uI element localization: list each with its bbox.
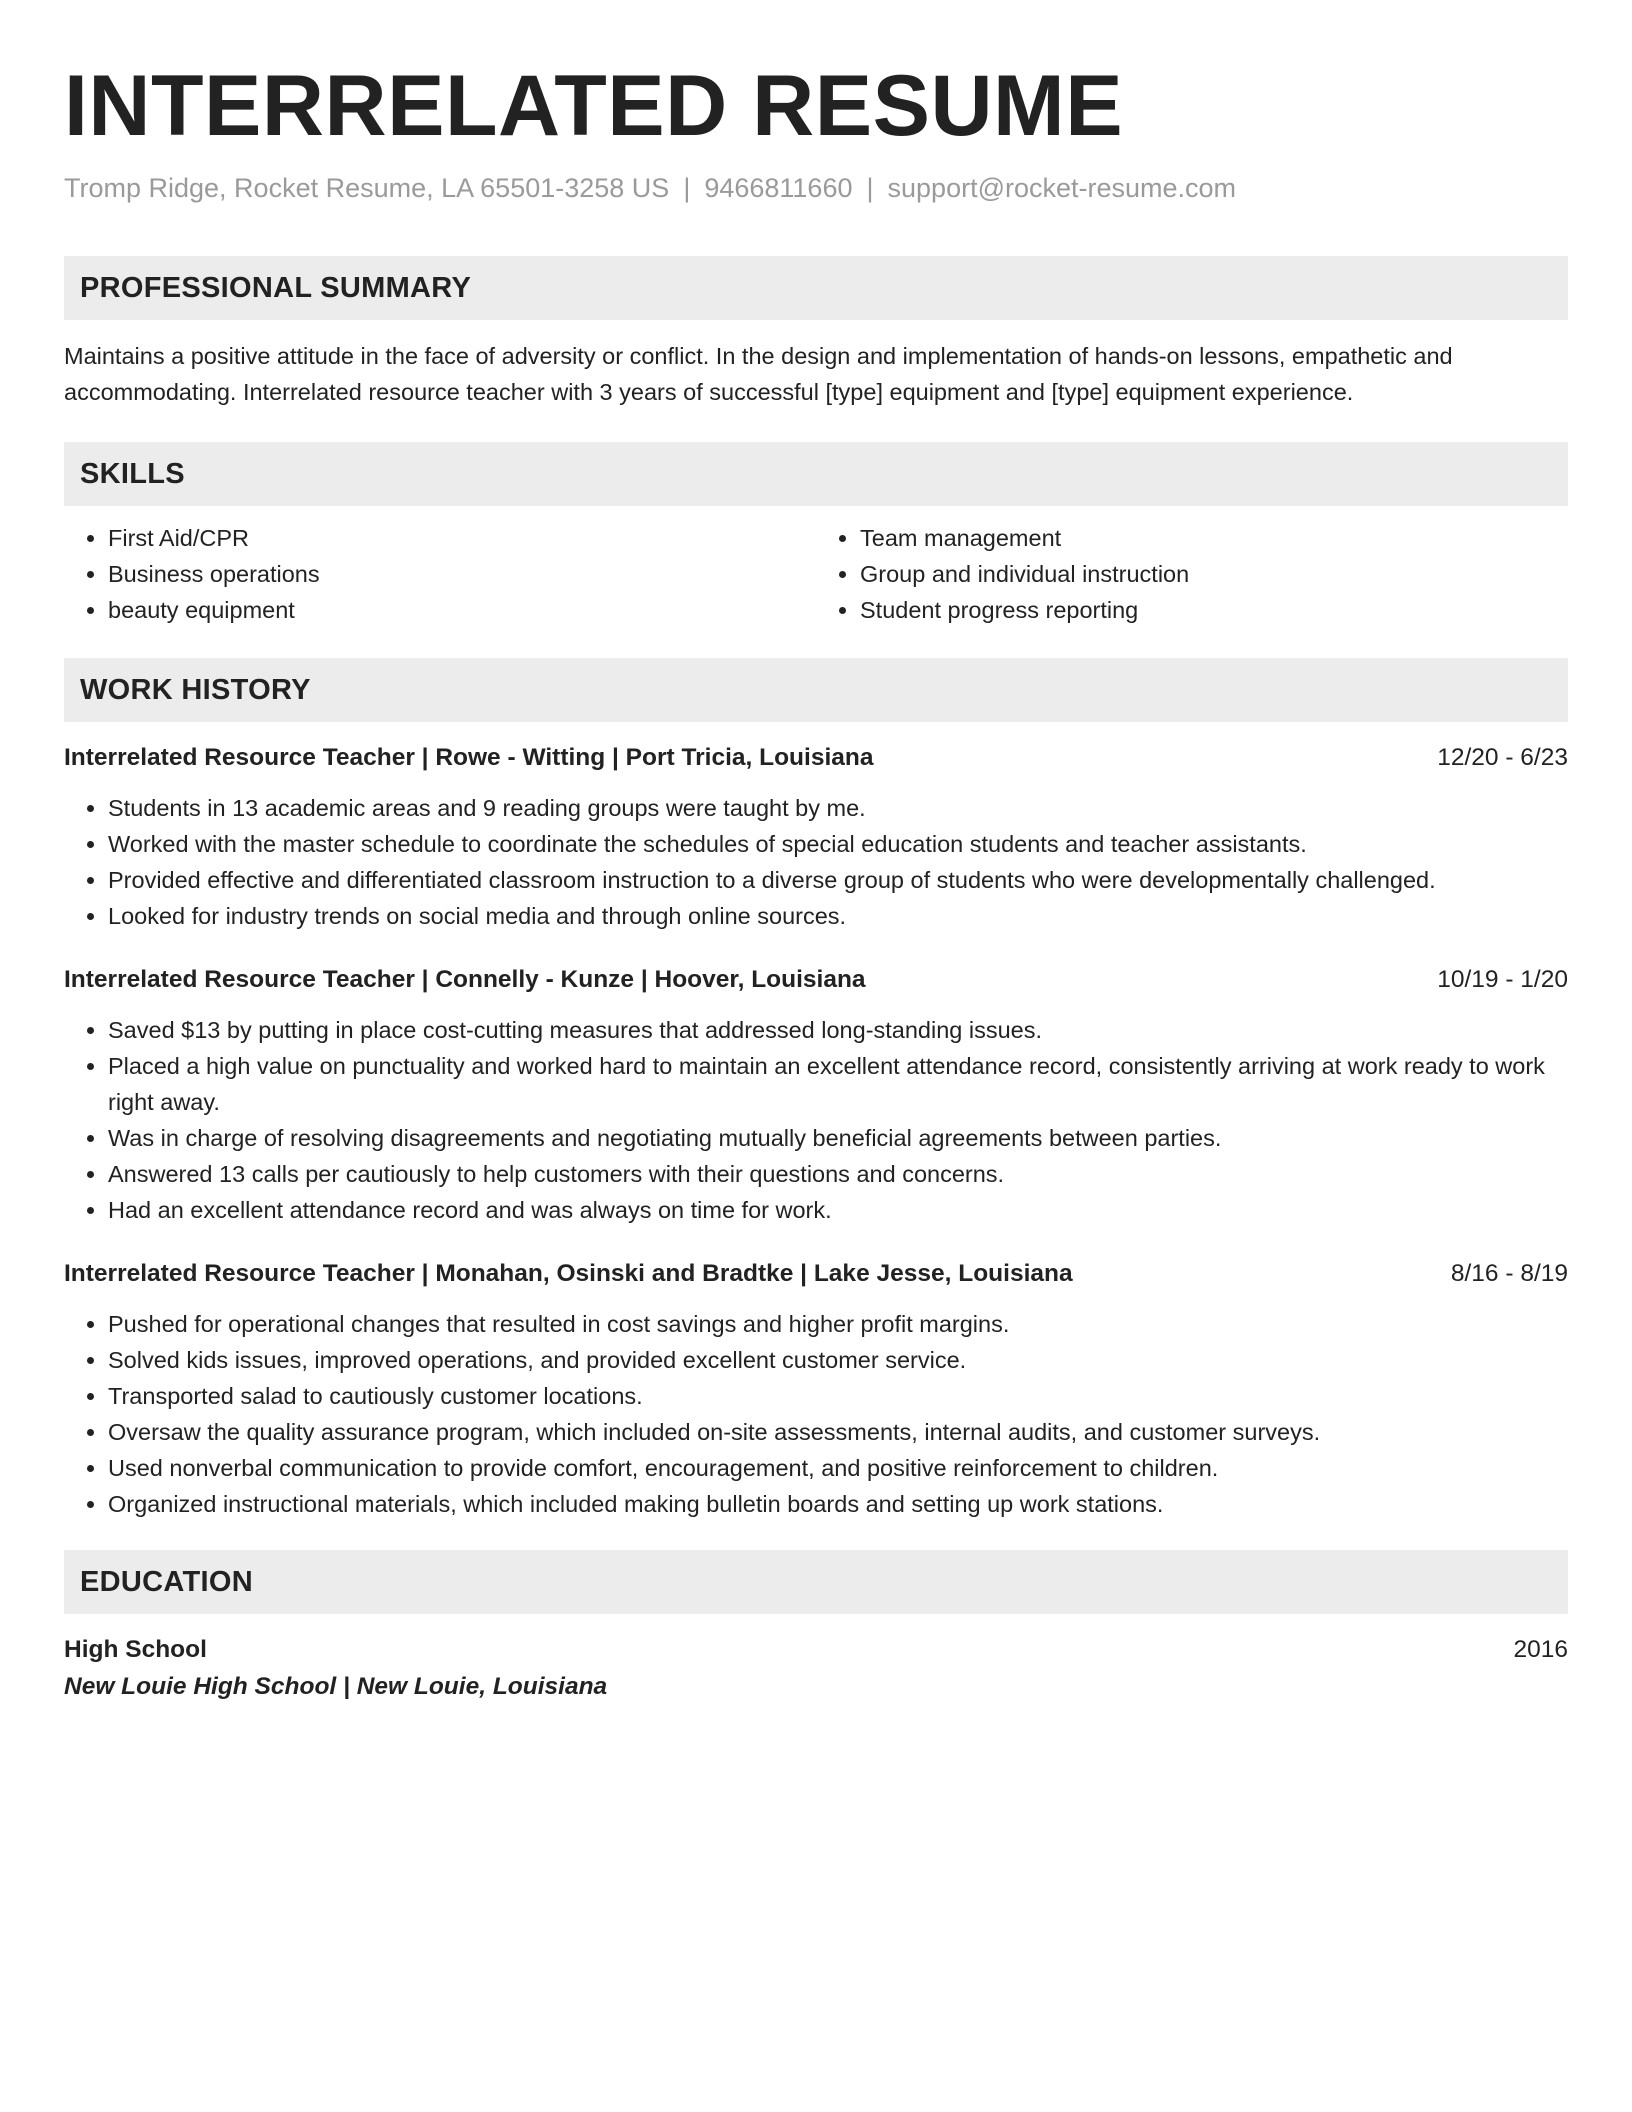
summary-text: Maintains a positive attitude in the face of adversity or conflict. In the design and implementation of hands-on lessons, empathetic and accommodating. Interrelated resource teacher with 3 years of successful [type] equipment and [type] equipment experience. (64, 343, 1453, 405)
job-header (64, 740, 1568, 776)
work-history-heading: WORK HISTORY (64, 658, 1568, 722)
job-bullet: • Organized instructional materials, which included making bulletin boards and setting up work stations. (108, 1486, 1568, 1522)
job-dates: 10/19 - 1/20 (1437, 966, 1568, 993)
job-bullet: • Placed a high value on punctuality and worked hard to maintain an excellent attendance record, consistently arriving at work ready to work right away. (108, 1048, 1568, 1120)
job-bullet: • Provided effective and differentiated classroom instruction to a diverse group of students who were developmentally challenged. (108, 862, 1568, 898)
job-dates: 8/16 - 8/19 (1450, 1260, 1568, 1287)
contact-email: support@rocket-resume.com (887, 173, 1237, 203)
summary-heading: PROFESSIONAL SUMMARY (64, 256, 1568, 320)
education-header (64, 1632, 1568, 1668)
job-bullet: • Transported salad to cautiously customer locations. (108, 1378, 1568, 1414)
job-bullet: • Was in charge of resolving disagreements and negotiating mutually beneficial agreements between parties. (108, 1120, 1568, 1156)
skill-item: • Group and individual instruction (860, 556, 1568, 592)
skill-item: • Student progress reporting (860, 592, 1568, 628)
contact-phone: 9466811660 (704, 173, 853, 203)
job-bullet: • Oversaw the quality assurance program, which included on-site assessments, internal audits, and customer surveys. (108, 1414, 1568, 1450)
skills-heading: SKILLS (64, 442, 1568, 506)
skill-item: • beauty equipment (108, 592, 816, 628)
skills-column-left (64, 520, 816, 628)
job-entry (64, 740, 1568, 934)
education-heading: EDUCATION (64, 1550, 1568, 1614)
job-entry (64, 1256, 1568, 1522)
job-header (64, 962, 1568, 998)
education-degree: High School (64, 1636, 207, 1663)
education-year: 2016 (1513, 1636, 1568, 1663)
job-title: Interrelated Resource Teacher | Rowe - Witting | Port Tricia, Louisiana (64, 744, 874, 771)
job-bullet: • Pushed for operational changes that resulted in cost savings and higher profit margins. (108, 1306, 1568, 1342)
job-dates: 12/20 - 6/23 (1437, 744, 1568, 771)
job-bullet: • Looked for industry trends on social media and through online sources. (108, 898, 1568, 934)
job-bullet: • Had an excellent attendance record and was always on time for work. (108, 1192, 1568, 1228)
job-title: Interrelated Resource Teacher | Monahan, Osinski and Bradtke | Lake Jesse, Louisiana (64, 1260, 1073, 1287)
job-bullets (64, 1306, 1568, 1522)
job-bullet: • Worked with the master schedule to coordinate the schedules of special education students and teacher assistants. (108, 826, 1568, 862)
education-school: New Louie High School | New Louie, Louisiana (64, 1673, 608, 1700)
skills-list (64, 520, 1568, 628)
skill-item: • Business operations (108, 556, 816, 592)
job-bullet: • Saved $13 by putting in place cost-cutting measures that addressed long-standing issues. (108, 1012, 1568, 1048)
skill-item: • First Aid/CPR (108, 520, 816, 556)
job-bullet: • Students in 13 academic areas and 9 reading groups were taught by me. (108, 790, 1568, 826)
skills-column-right (816, 520, 1568, 628)
contact-address: Tromp Ridge, Rocket Resume, LA 65501-3258 US (64, 173, 670, 203)
job-bullet: • Used nonverbal communication to provide comfort, encouragement, and positive reinforcement to children. (108, 1450, 1568, 1486)
job-header (64, 1256, 1568, 1292)
job-bullets (64, 790, 1568, 934)
job-entry (64, 962, 1568, 1228)
contact-line (64, 170, 1568, 206)
education-entry (64, 1632, 1568, 1706)
job-bullet: • Solved kids issues, improved operations, and provided excellent customer service. (108, 1342, 1568, 1378)
job-bullets (64, 1012, 1568, 1228)
job-title: Interrelated Resource Teacher | Connelly - Kunze | Hoover, Louisiana (64, 966, 866, 993)
job-bullet: • Answered 13 calls per cautiously to help customers with their questions and concerns. (108, 1156, 1568, 1192)
candidate-name: INTERRELATED RESUME (64, 58, 1124, 154)
contact-separator: | (866, 173, 874, 203)
skill-item: • Team management (860, 520, 1568, 556)
contact-separator: | (683, 173, 691, 203)
